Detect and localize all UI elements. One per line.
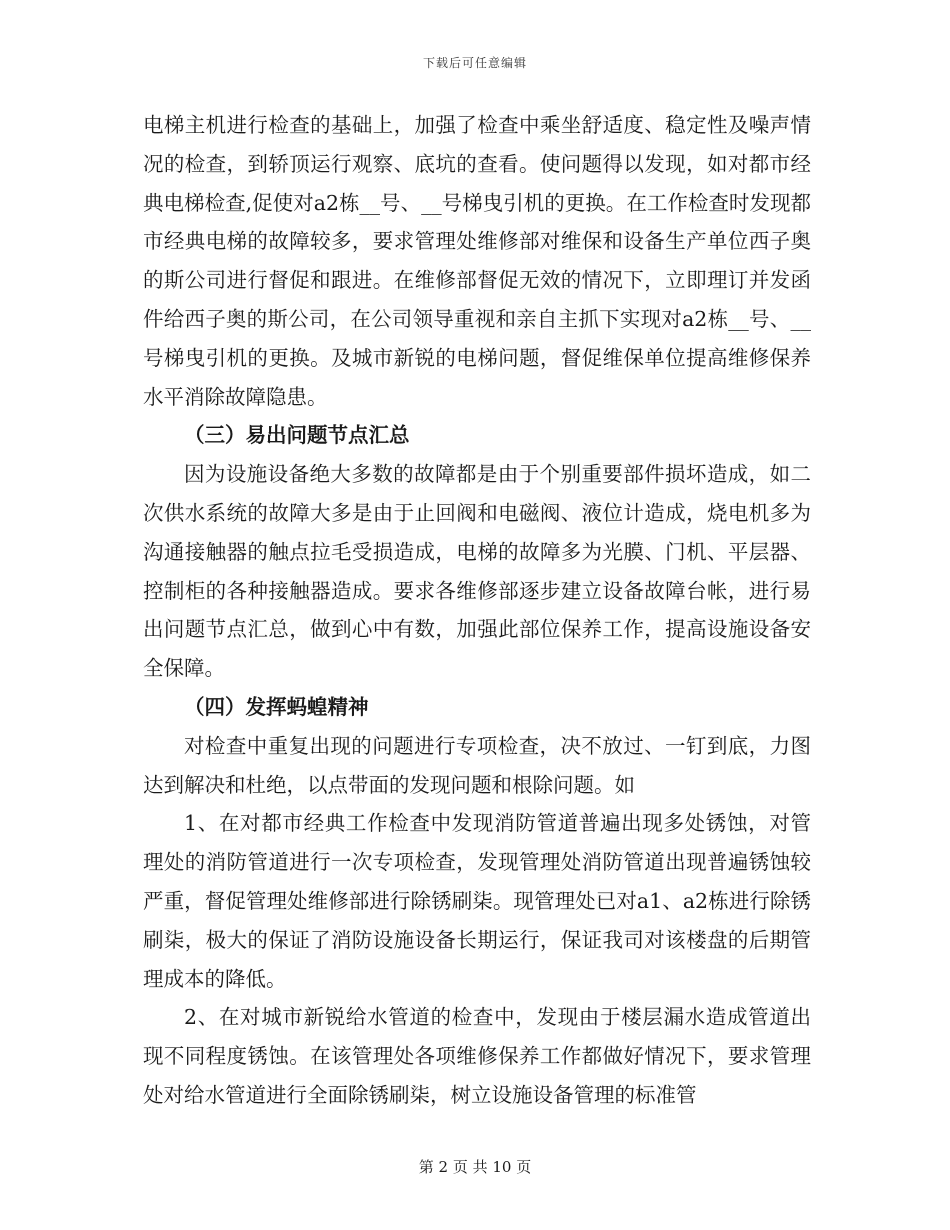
paragraph-elevator-inspection: 电梯主机进行检查的基础上，加强了检查中乘坐舒适度、稳定性及噪声情况的检查，到轿顶运行观察、底坑的查看。使问题得以发现，如对都市经典电梯检查,促使对a2栋__号、__号梯曳引机的更换。在工作检查时发现都市经典电梯的故障较多，要求管理处维修部对维保和设备生产单位西子奥的斯公司进行督促和跟进。在维修部督促无效的情况下，立即理订并发函件给西子奥的斯公司，在公司领导重视和亲自主抓下实现对a2栋__号、__号梯曳引机的更换。及城市新锐的电梯问题，督促维保单位提高维修保养水平消除故障隐患。 <box>143 113 811 409</box>
paragraph-special-inspection: 对检查中重复出现的问题进行专项检查，决不放过、一钉到底，力图达到解决和杜绝，以点带面的发现问题和根除问题。如 <box>143 733 811 797</box>
section-heading-four: （四）发挥蚂蝗精神 <box>184 694 369 719</box>
paragraph-fault-nodes: 因为设施设备绝大多数的故障都是由于个别重要部件损坏造成，如二次供水系统的故障大多是由于止回阀和电磁阀、液位计造成，烧电机多为沟通接触器的触点拉毛受损造成，电梯的故障多为光膜、门机、平层器、控制柜的各种接触器造成。要求各维修部逐步建立设备故障台帐，进行易出问题节点汇总，做到心中有数，加强此部位保养工作，提高设施设备安全保障。 <box>143 462 811 681</box>
section-heading-three: （三）易出问题节点汇总 <box>184 423 410 448</box>
document-body <box>143 106 811 1115</box>
page-number-footer: 第 2 页 共 10 页 <box>418 1158 532 1176</box>
page-header: 下载后可任意编辑 <box>422 56 527 70</box>
paragraph-item-2: 2、在对城市新锐给水管道的检查中，发现由于楼层漏水造成管道出现不同程度锈蚀。在该管理处各项维修保养工作都做好情况下，要求管理处对给水管道进行全面除锈刷柒，树立设施设备管理的标准管 <box>143 1005 811 1107</box>
paragraph-item-1: 1、在对都市经典工作检查中发现消防管道普遍出现多处锈蚀，对管理处的消防管道进行一次专项检查，发现管理处消防管道出现普遍锈蚀较严重，督促管理处维修部进行除锈刷柒。现管理处已对a1、a2栋进行除锈刷柒，极大的保证了消防设施设备长期运行，保证我司对该楼盘的后期管理成本的降低。 <box>143 811 811 991</box>
